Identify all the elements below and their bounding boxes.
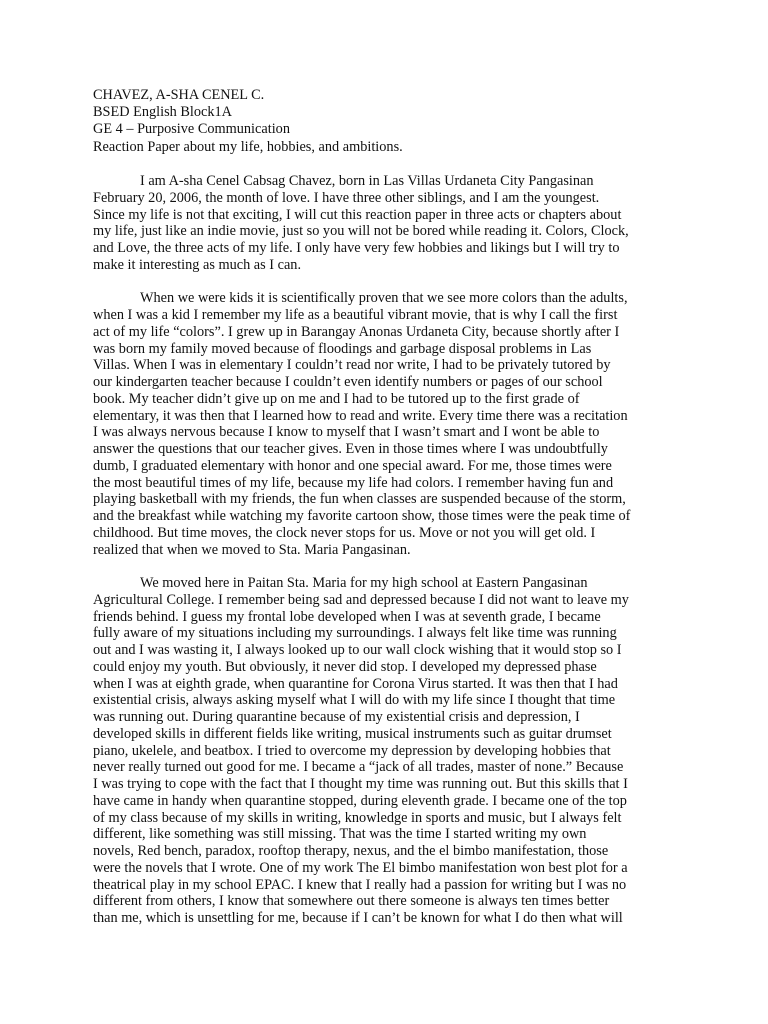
paragraph-line: theatrical play in my school EPAC. I knew that I really had a passion for writing but I was no [93,876,627,893]
paragraph-line: I was trying to cope with the fact that I thought my time was running out. But this skills that I [93,776,628,792]
paragraph-gap [93,274,678,291]
paragraph-line: novels, Red bench, paradox, rooftop therapy, nexus, and the el bimbo manifestation, those [93,843,609,859]
paragraph-line: existential crisis, always asking myself what I will do with my life since I thought that time [93,692,616,709]
paragraph-line: out and I was wasting it, I always looked up to our wall clock wishing that it would stop so I [93,642,622,658]
paragraph-line: When we were kids it is scientifically proven that we see more colors than the adults, [140,290,628,307]
document-header [93,87,678,156]
course-line: BSED English Block1A [93,104,233,121]
paragraph-line: were the novels that I wrote. One of my work The El bimbo manifestation won best plot for a [93,859,628,876]
header-spacer [93,156,678,173]
paragraph-line: piano, ukelele, and beatbox. I tried to overcome my depression by developing hobbies that [93,742,611,759]
paragraph-line: realized that when we moved to Sta. Maria Pangasinan. [93,541,411,558]
paragraph-line: developed skills in different fields like writing, musical instruments such as guitar drumset [93,725,612,742]
body-paragraph [93,173,678,274]
paragraph-line: of my class because of my skills in writing, knowledge in sports and music, but I always felt [93,809,622,826]
paragraph-line: We moved here in Paitan Sta. Maria for my high school at Eastern Pangasinan [140,575,588,591]
paragraph-line: and the breakfast while watching my favorite cartoon show, those times were the peak time of [93,508,631,524]
paragraph-line: never really turned out good for me. I became a “jack of all trades, master of none.” Because [93,759,624,776]
paragraph-line: different, like something was still missing. That was the time I started writing my own [93,826,587,843]
paragraph-line: childhood. But time moves, the clock never stops for us. Move or not you will get old. I [93,524,596,541]
paragraph-line: elementary, it was then that I learned how to read and write. Every time there was a recitation [93,407,628,424]
paragraph-line: and Love, the three acts of my life. I only have very few hobbies and likings but I will try to [93,240,620,256]
paragraph-line: Since my life is not that exciting, I will cut this reaction paper in three acts or chapters about [93,206,622,223]
paragraph-line: I am A-sha Cenel Cabsag Chavez, born in Las Villas Urdaneta City Pangasinan [140,173,594,189]
paragraph-line: our kindergarten teacher because I couldn’t even identify numbers or pages of our school [93,374,603,390]
paragraph-line: when I was at eighth grade, when quarantine for Corona Virus started. It was then that I had [93,675,618,692]
paragraph-line: playing basketball with my friends, the fun when classes are suspended because of the storm, [93,491,626,508]
paragraph-line: answer the questions that our teacher gives. Even in those times where I was undoubtfully [93,441,608,457]
body-paragraph [93,575,678,927]
paragraph-line: act of my life “colors”. I grew up in Barangay Anonas Urdaneta City, because shortly after I [93,323,620,340]
paragraph-line: the most beautiful times of my life, because my life had colors. I remember having fun and [93,474,614,491]
paragraph-line: fully aware of my situations including my surroundings. I always felt like time was running [93,625,617,642]
body-paragraph [93,290,678,558]
paragraph-gap [93,558,678,575]
paragraph-line: was running out. During quarantine because of my existential crisis and depression, I [93,709,580,725]
author-name: CHAVEZ, A-SHA CENEL C. [93,87,265,103]
paragraph-line: have came in handy when quarantine stopped, during eleventh grade. I became one of the top [93,792,627,809]
paragraph-line: friends behind. I guess my frontal lobe developed when I was at seventh grade, I became [93,608,601,625]
paragraph-line: February 20, 2006, the month of love. I have three other siblings, and I am the youngest. [93,189,600,206]
paragraph-line: different from others, I know that somewhere out there someone is always ten times better [93,893,610,910]
paragraph-line: I was always nervous because I know to myself that I wasn’t smart and I wont be able to [93,424,600,441]
paragraph-line: Agricultural College. I remember being sad and depressed because I did not want to leave my [93,591,629,608]
paragraph-line: could enjoy my youth. But obviously, it never did stop. I developed my depressed phase [93,658,597,675]
paragraph-line: when I was a kid I remember my life as a beautiful vibrant movie, that is why I call the first [93,307,618,323]
paper-title: Reaction Paper about my life, hobbies, and ambitions. [93,138,403,155]
paragraph-line: book. My teacher didn’t give up on me and I had to be tutored up to the first grade of [93,390,580,407]
paragraph-line: make it interesting as much as I can. [93,256,302,273]
paragraph-line: dumb, I graduated elementary with honor and one special award. For me, those times were [93,457,612,474]
paragraph-line: Villas. When I was in elementary I couldn’t read nor write, I had to be privately tutored by [93,357,611,374]
paragraph-line: was born my family moved because of floodings and garbage disposal problems in Las [93,340,592,357]
subject-line: GE 4 – Purposive Communication [93,121,290,138]
paragraph-line: than me, which is unsettling for me, because if I can’t be known for what I do then what will [93,910,623,926]
document-body [93,173,678,927]
paragraph-line: my life, just like an indie movie, just so you will not be bored while reading it. Colors, Clock, [93,223,629,240]
